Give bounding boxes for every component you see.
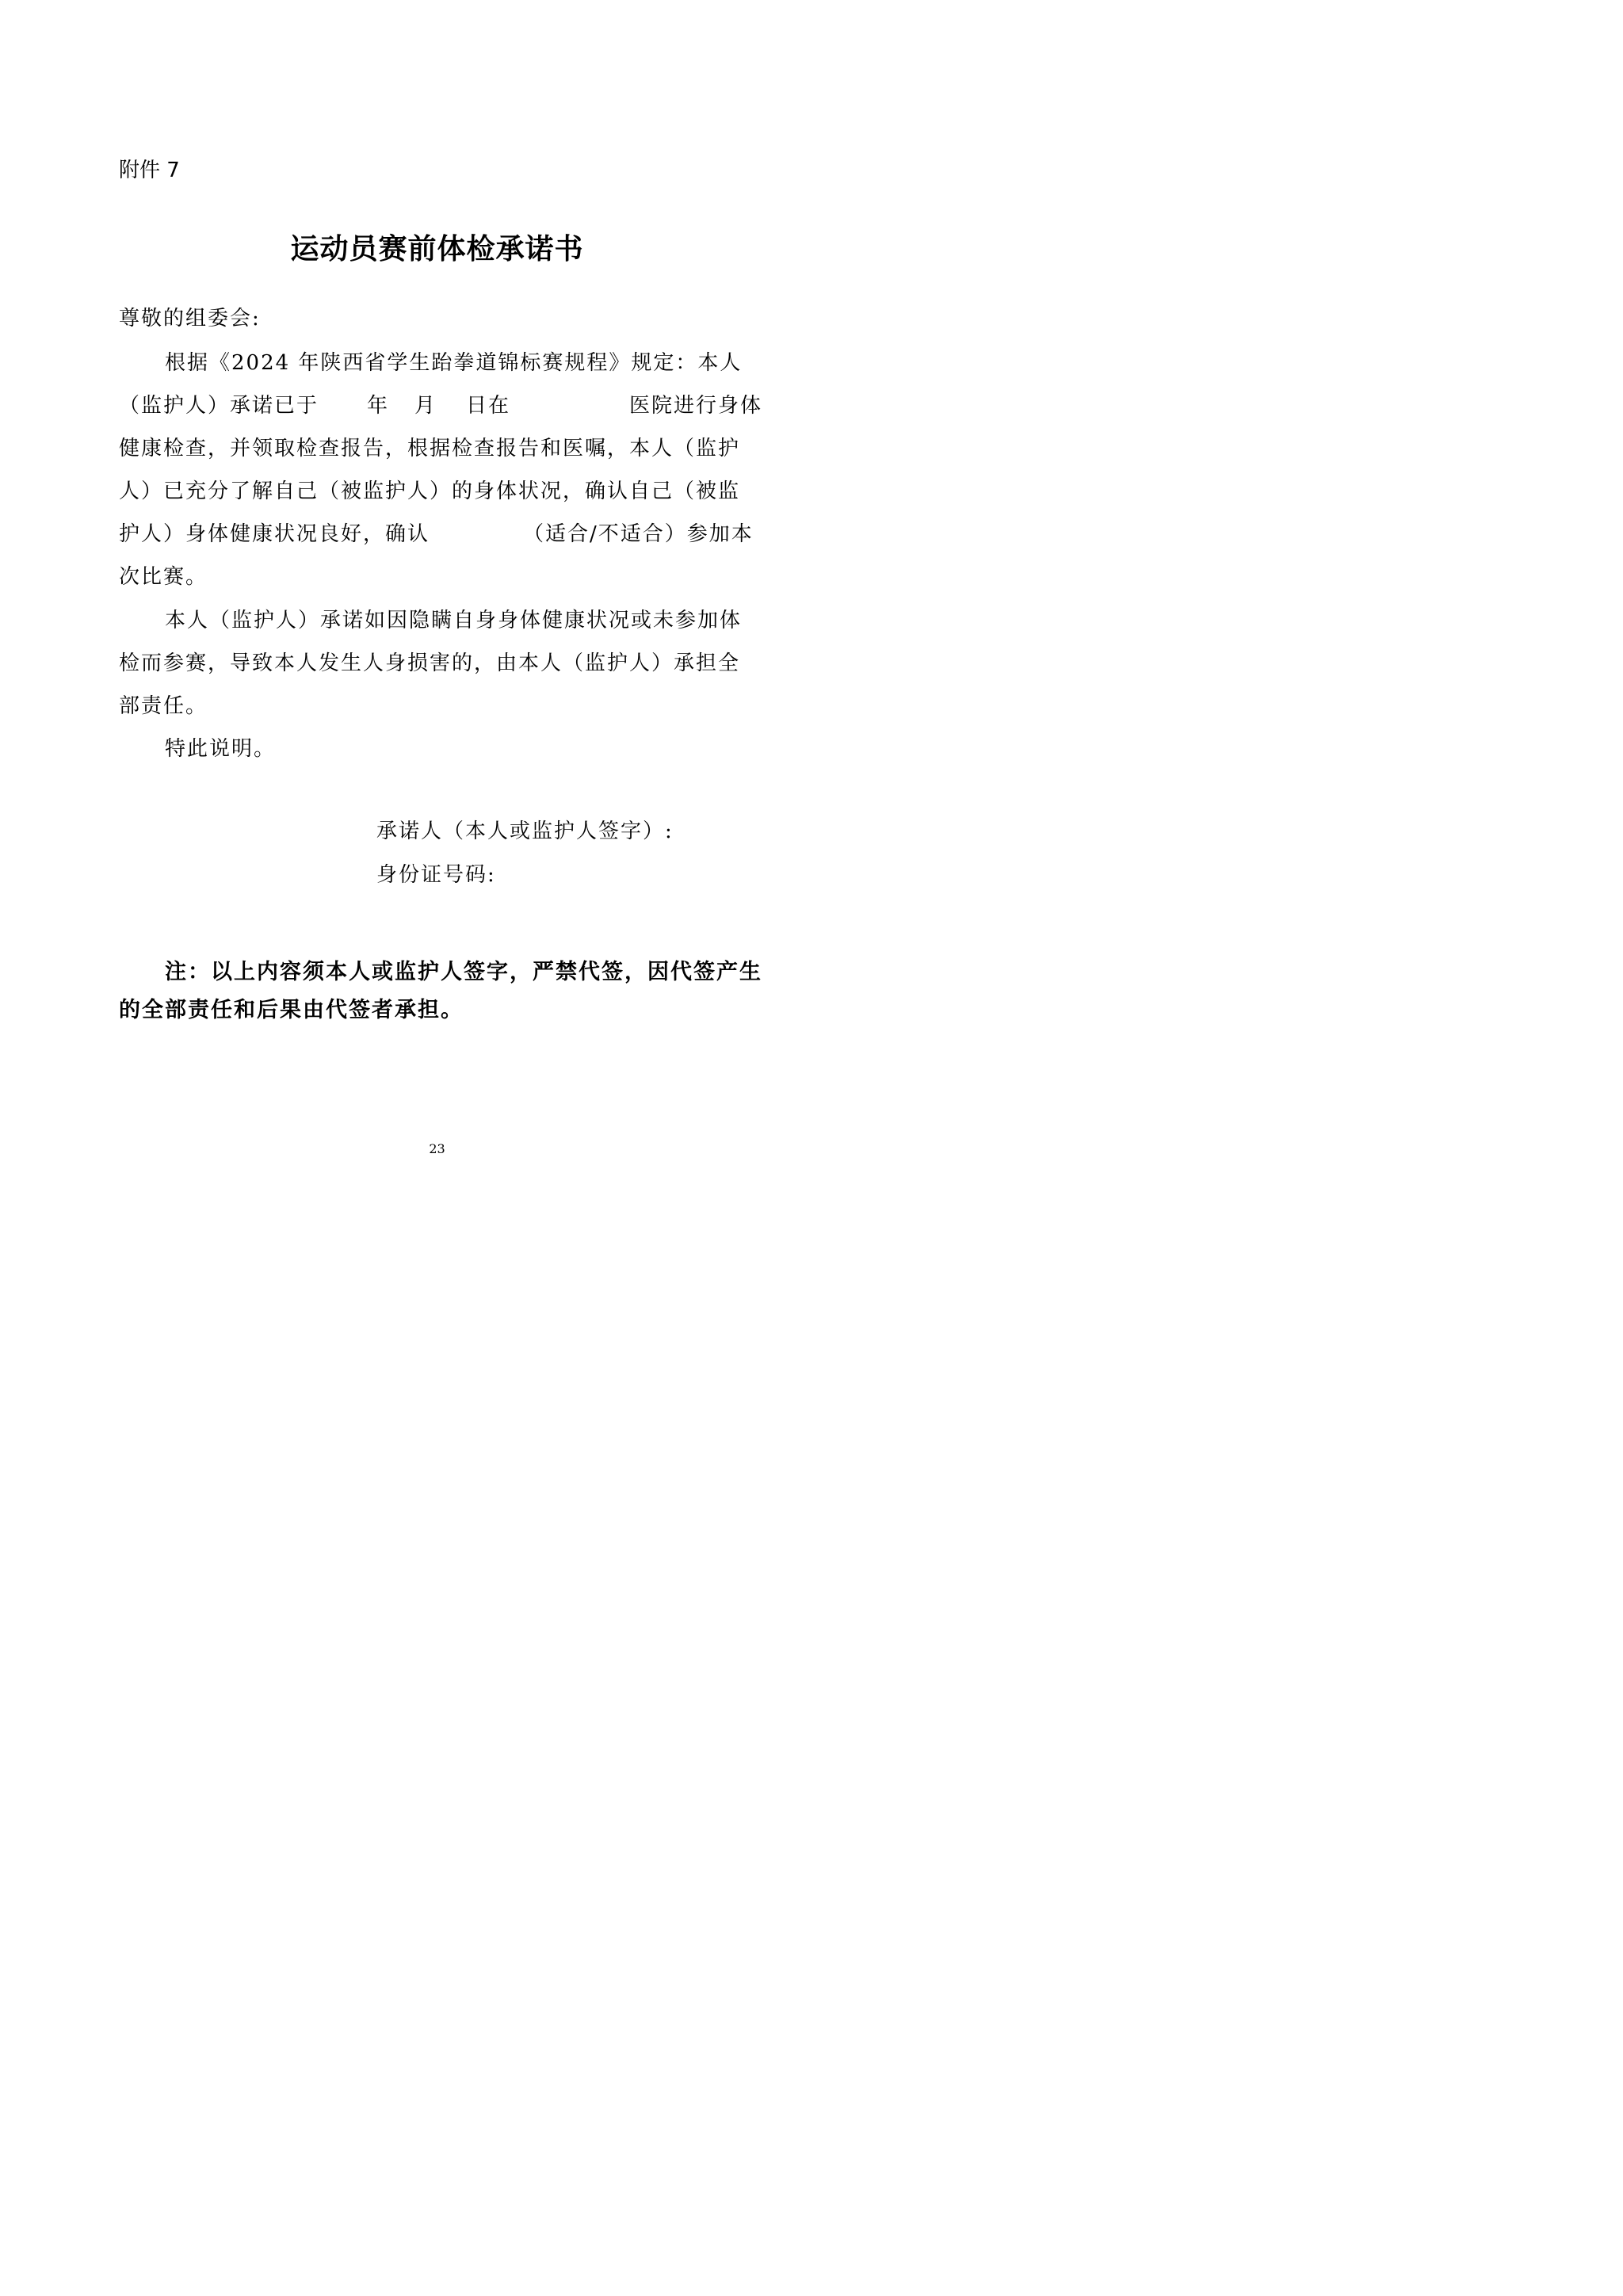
note-line-2: 的全部责任和后果由代签者承担。 [119, 998, 464, 1022]
note-line-1: 注：以上内容须本人或监护人签字，严禁代签，因代签产生 [165, 960, 762, 984]
signer-label: 承诺人（本人或监护人签字）: [376, 819, 674, 843]
pledge-text: （监护人）承诺已于 [119, 394, 319, 418]
id-number-label: 身份证号码: [376, 863, 496, 887]
paragraph-2-line-2: 检而参赛，导致本人发生人身损害的，由本人（监护人）承担全 [119, 651, 741, 675]
paragraph-1-line-1: 根据《2024 年陕西省学生跆拳道锦标赛规程》规定：本人 [165, 351, 743, 375]
paragraph-1-line-4: 人）已充分了解自己（被监护人）的身体状况，确认自己（被监 [119, 479, 741, 503]
paragraph-1-line-6: 次比赛。 [119, 565, 208, 589]
attachment-label: 附件 7 [119, 159, 180, 182]
exam-day-label: 日在 [466, 394, 511, 418]
exam-year-label: 年 [367, 394, 390, 418]
paragraph-2-line-1: 本人（监护人）承诺如因隐瞒自身身体健康状况或未参加体 [165, 609, 743, 632]
document-page [0, 0, 874, 1236]
paragraph-1-line-2 [119, 392, 319, 420]
page-number: 23 [429, 1141, 445, 1156]
suitability-choice: （适合/不适合）参加本 [523, 522, 754, 546]
salutation: 尊敬的组委会: [119, 307, 261, 330]
paragraph-1-line-3 [119, 434, 769, 463]
paragraph-1-line-3-text: 健康检查，并领取检查报告，根据检查报告和医嘱，本人（监护 [119, 437, 741, 460]
hospital-label: 医院进行身体 [629, 394, 763, 418]
paragraph-1-line-5a: 护人）身体健康状况良好，确认 [119, 522, 430, 546]
paragraph-2-line-3: 部责任。 [119, 694, 208, 718]
exam-month-label: 月 [414, 394, 437, 418]
document-title: 运动员赛前体检承诺书 [290, 232, 584, 266]
closing-statement: 特此说明。 [165, 737, 277, 761]
